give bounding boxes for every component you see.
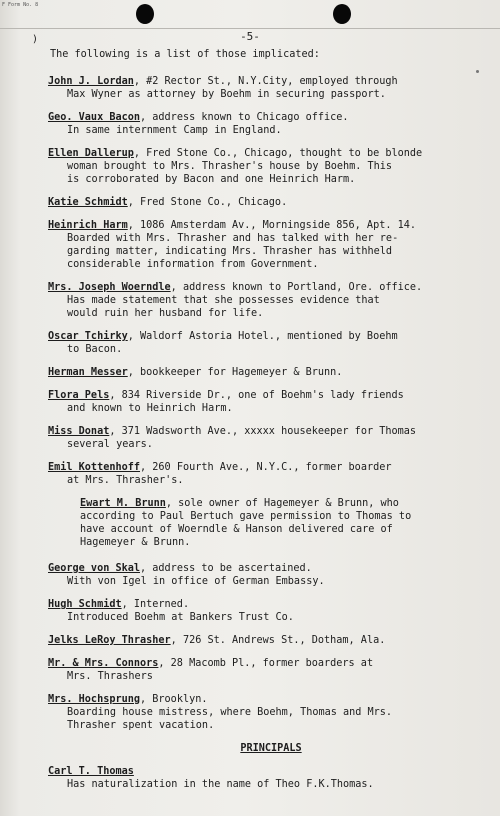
entry-line: to Bacon. [67,344,123,355]
implicated-entry [48,634,494,647]
implicated-entry [48,196,494,209]
entry-line: would ruin her husband for life. [67,308,264,319]
entry-line [48,562,494,575]
top-rule [0,28,500,29]
entry-text: , Interned. [121,599,190,610]
principals-heading: PRINCIPALS [240,743,302,754]
entry-name: Heinrich Harm [48,220,128,231]
entry-text: , address to be ascertained. [140,563,312,574]
entry-line [48,389,494,402]
entry-line: Has made statement that she possesses evidence that [67,295,380,306]
implicated-entry [48,147,494,186]
entry-line [48,598,494,611]
margin-mark: ) [32,34,39,45]
entry-text: , 726 St. Andrews St., Dotham, Ala. [170,635,386,646]
note-line: Hagemeyer & Brunn. [80,537,191,548]
entry-name: John J. Lordan [48,76,134,87]
entry-text: , 1086 Amsterdam Av., Morningside 856, Apt. 14. [127,220,417,231]
entry-line [48,693,494,706]
entry-name: Mrs. Joseph Woerndle [48,282,171,293]
implicated-entry [48,111,494,137]
implicated-entry [48,562,494,588]
entry-text: , #2 Rector St., N.Y.City, employed through [133,76,398,87]
entry-line [48,111,494,124]
entry-name: Carl T. Thomas [48,766,134,777]
entry-line [48,765,494,778]
entry-name: Miss Donat [48,426,110,437]
entry-line: In same internment Camp in England. [67,125,282,136]
entry-line [48,657,494,670]
entry-line [48,219,494,232]
entry-line: at Mrs. Thrasher's. [67,475,184,486]
entry-text: , Fred Stone Co., Chicago. [127,197,288,208]
implicated-list [48,75,494,487]
entry-name: George von Skal [48,563,141,574]
entry-name: Emil Kottenhoff [48,462,141,473]
page-number: -5- [240,30,260,43]
entry-line [48,461,494,474]
entry-line: Has naturalization in the name of Theo F.K.Thomas. [67,779,374,790]
implicated-entry [48,657,494,683]
note-line: according to Paul Bertuch gave permission to Thomas to [80,511,412,522]
form-number: F Form No. 8 [2,2,39,8]
implicated-entry [48,693,494,732]
entry-line [48,281,494,294]
implicated-entry [48,330,494,356]
entry-line: Boarding house mistress, where Boehm, Thomas and Mrs. [67,707,393,718]
principal-entry [48,765,494,791]
binder-hole [333,4,351,24]
entry-name: Jelks LeRoy Thrasher [48,635,171,646]
entry-name: Geo. Vaux Bacon [48,112,141,123]
intro-text: The following is a list of those implicated: [50,49,320,60]
entry-text: , Fred Stone Co., Chicago, thought to be blonde [133,148,423,159]
implicated-entry [48,75,494,101]
entry-text: , bookkeeper for Hagemeyer & Brunn. [127,367,343,378]
brunn-note [48,497,494,549]
entry-line: Boarded with Mrs. Thrasher and has talked with her re- [67,233,399,244]
entry-name: Herman Messer [48,367,128,378]
entry-name: Oscar Tchirky [48,331,128,342]
entry-line: Thrasher spent vacation. [67,720,215,731]
binder-hole [136,4,154,24]
entry-text: , 28 Macomb Pl., former boarders at [158,658,374,669]
implicated-entry [48,281,494,320]
entry-name: Ewart M. Brunn [80,498,166,509]
entry-name: Mrs. Hochsprung [48,694,141,705]
entry-text: , 371 Wadsworth Ave., xxxxx housekeeper for Thomas [109,426,417,437]
entry-name: Hugh Schmidt [48,599,122,610]
entry-line: With von Igel in office of German Embassy. [67,576,325,587]
entry-line: is corroborated by Bacon and one Heinrich Harm. [67,174,356,185]
entry-line: garding matter, indicating Mrs. Thrasher has withheld [67,246,393,257]
entry-line: woman brought to Mrs. Thrasher's house by Boehm. This [67,161,393,172]
entry-line [48,330,494,343]
entry-name: Ellen Dallerup [48,148,134,159]
implicated-entry [48,389,494,415]
entry-text: , Brooklyn. [140,694,208,705]
entry-line: Mrs. Thrashers [67,671,153,682]
implicated-list-continued [48,562,494,732]
entry-line [48,425,494,438]
entry-text: , address known to Chicago office. [140,112,349,123]
implicated-entry [48,425,494,451]
entry-line [48,196,494,209]
entry-line [48,634,494,647]
document-body [48,48,494,801]
entry-line: considerable information from Government. [67,259,319,270]
note-line [80,497,494,510]
entry-line: and known to Heinrich Harm. [67,403,233,414]
entry-name: Katie Schmidt [48,197,128,208]
implicated-entry [48,598,494,624]
entry-name: Mr. & Mrs. Connors [48,658,159,669]
implicated-entry [48,461,494,487]
implicated-entry [48,366,494,379]
entry-line: Introduced Boehm at Bankers Trust Co. [67,612,294,623]
entry-line: Max Wyner as attorney by Boehm in securing passport. [67,89,386,100]
entry-text: , address known to Portland, Ore. office. [170,282,423,293]
entry-line [48,75,494,88]
entry-line: several years. [67,439,153,450]
implicated-entry [48,219,494,271]
entry-text: , sole owner of Hagemeyer & Brunn, who [165,498,399,509]
entry-name: Flora Pels [48,390,110,401]
entry-text: , Waldorf Astoria Hotel., mentioned by Boehm [127,331,398,342]
entry-line [48,366,494,379]
note-line: have account of Woerndle & Hanson delivered care of [80,524,393,535]
entry-line [48,147,494,160]
entry-text: , 834 Riverside Dr., one of Boehm's lady friends [109,390,404,401]
entry-text: , 260 Fourth Ave., N.Y.C., former boarder [140,462,392,473]
